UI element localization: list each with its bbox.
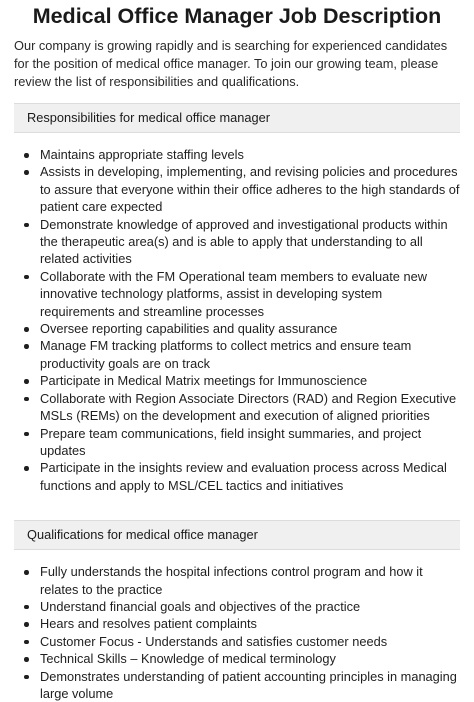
list-item: Understand financial goals and objectives of the practice [40,598,460,615]
responsibilities-heading: Responsibilities for medical office manager [14,103,460,133]
qualifications-list [14,563,460,702]
list-item: Technical Skills – Knowledge of medical terminology [40,650,460,667]
list-item: Participate in the insights review and evaluation process across Medical functions and apply to MSL/CEL tactics and initiatives [40,459,460,494]
list-item: Demonstrates understanding of patient accounting principles in managing large volume [40,668,460,702]
list-item: Customer Focus - Understands and satisfies customer needs [40,633,460,650]
qualifications-heading: Qualifications for medical office manager [14,520,460,550]
list-item: Manage FM tracking platforms to collect metrics and ensure team productivity goals are on track [40,337,460,372]
responsibilities-list [14,146,460,494]
list-item: Maintains appropriate staffing levels [40,146,460,163]
list-item: Assists in developing, implementing, and revising policies and procedures to assure that everyone within their office adheres to the high standards of patient care expected [40,164,460,215]
page-title: Medical Office Manager Job Description [32,4,442,28]
list-item: Collaborate with the FM Operational team members to evaluate new innovative technology platforms, assist in developing system requirements and streamline processes [40,268,460,320]
intro-paragraph: Our company is growing rapidly and is searching for experienced candidates for the position of medical office manager. To join our growing team, please review the list of responsibilities and qualifications. [14,38,448,89]
list-item: Fully understands the hospital infections control program and how it relates to the practice [40,563,460,598]
list-item: Demonstrate knowledge of approved and investigational products within the therapeutic area(s) and is able to apply that understanding to all related activities [40,216,460,268]
list-item: Hears and resolves patient complaints [40,615,460,632]
list-item: Prepare team communications, field insight summaries, and project updates [40,425,460,460]
list-item: Oversee reporting capabilities and quality assurance [40,320,460,337]
list-item: Participate in Medical Matrix meetings for Immunoscience [40,372,460,389]
section-spacer [14,494,460,508]
list-item: Collaborate with Region Associate Directors (RAD) and Region Executive MSLs (REMs) on the development and execution of aligned priorities [40,390,460,425]
